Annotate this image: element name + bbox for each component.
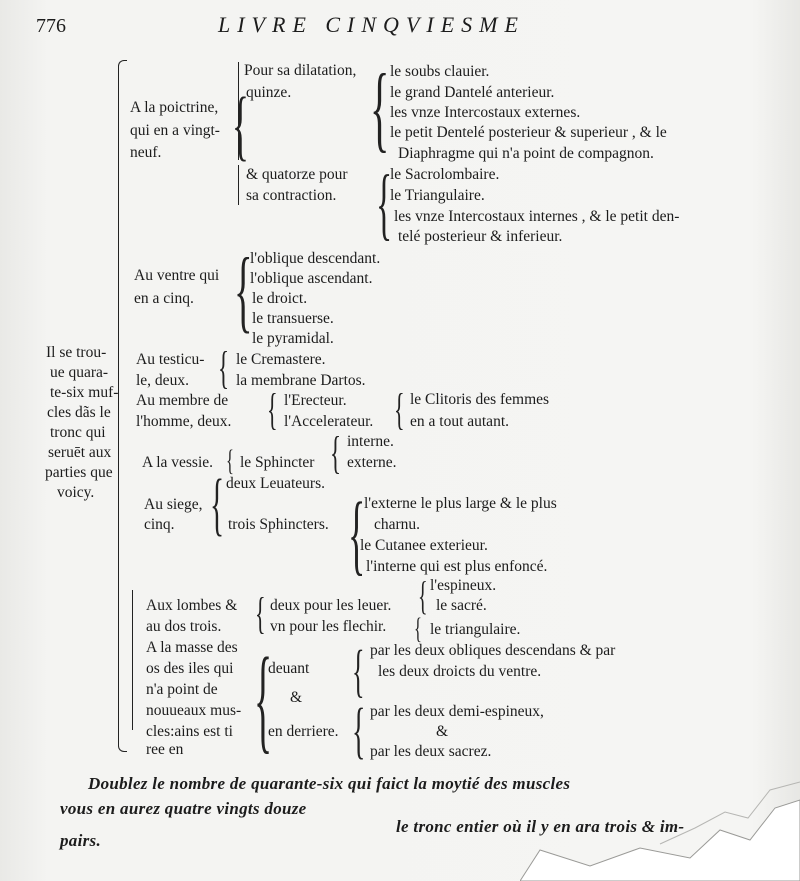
book-page: 776 LIVRE CINQVIESME Il se trou- ue quara- te-six muf- cles dãs le tronc qui seruēt aux parties que voicy. A la poictrine, qui en a vingt- neuf. { Pour sa dilatation, quinze. { le soubs clauier. le grand Dantelé anterieur. les vnze Intercostaux externes. le petit Dentelé posterieur & superieur , & le Diaphragme qui n'a point de compagnon. & quatorze pour sa contraction. { le Sacrolombaire. le Triangulaire. les vnze Intercostaux internes , & le petit den- telé posterieur & inferieur. Au ventre qui en a cinq. { l'oblique descendant. l'oblique ascendant. le droict. le transuerse. le pyramidal. Au testicu- le, deux. { le Cremastere. la membrane Dartos. Au membre de l'homme, deux. { l'Erecteur. l'Accelerateur. { le Clitoris des femmes en a tout autant. A la vessie. { le Sphincter { interne. externe. Au siege, cinq. { deux Leuateurs. trois Sphincters. { l'externe le plus large & le plus charnu. le Cutanee exterieur. l'interne qui est plus enfoncé. Aux lombes & au dos trois. { deux pour les leuer. vn pour les flechir. { l'espineux. le sacré. { le triangulaire. A la masse des os des iles qui n'a point de nouueaux mus- cles:ains est ti ree en { deuant & en derriere. { par les deux obliques descendans & par les deux droicts du ventre. { par les deux demi-espineux, & par les deux sacrez. Doublez le nombre de quarante-six qui faict la moytié des muscles vous en aurez quatre vingts douze le tronc entier où il y en ara trois & im- pairs. bbox=[0, 0, 800, 881]
lombes-label: Aux lombes & bbox=[146, 597, 238, 614]
testicule-label: Au testicu- bbox=[136, 351, 205, 368]
main-bracket bbox=[118, 60, 127, 752]
brace: { bbox=[226, 444, 234, 477]
running-title: LIVRE CINQVIESME bbox=[218, 12, 525, 37]
dilatation-label: Pour sa dilatation, bbox=[244, 62, 357, 79]
brace: { bbox=[210, 466, 225, 543]
brace: { bbox=[418, 573, 428, 618]
brace: { bbox=[370, 54, 390, 161]
brace: { bbox=[414, 612, 422, 645]
ventre-label: Au ventre qui bbox=[134, 267, 220, 284]
brace: { bbox=[218, 342, 230, 393]
torn-corner bbox=[520, 770, 800, 881]
brace: { bbox=[330, 427, 342, 478]
poitrine-label: A la poictrine, bbox=[130, 99, 219, 116]
brace: { bbox=[267, 385, 278, 434]
iles-label: A la masse des bbox=[146, 639, 238, 656]
brace: { bbox=[376, 160, 393, 248]
brace: { bbox=[255, 589, 266, 638]
brace: { bbox=[352, 638, 365, 703]
brace: { bbox=[394, 385, 405, 434]
membre-label: Au membre de bbox=[136, 392, 229, 409]
contraction-label: & quatorze pour bbox=[246, 166, 348, 183]
brace: { bbox=[254, 633, 273, 764]
page-number: 776 bbox=[36, 15, 66, 37]
brace: { bbox=[232, 81, 249, 168]
brace: { bbox=[348, 485, 366, 584]
siege-label: Au siege, bbox=[144, 496, 203, 513]
brace: { bbox=[234, 239, 253, 341]
brace: { bbox=[352, 697, 366, 765]
vessie-label: A la vessie. bbox=[142, 454, 214, 471]
